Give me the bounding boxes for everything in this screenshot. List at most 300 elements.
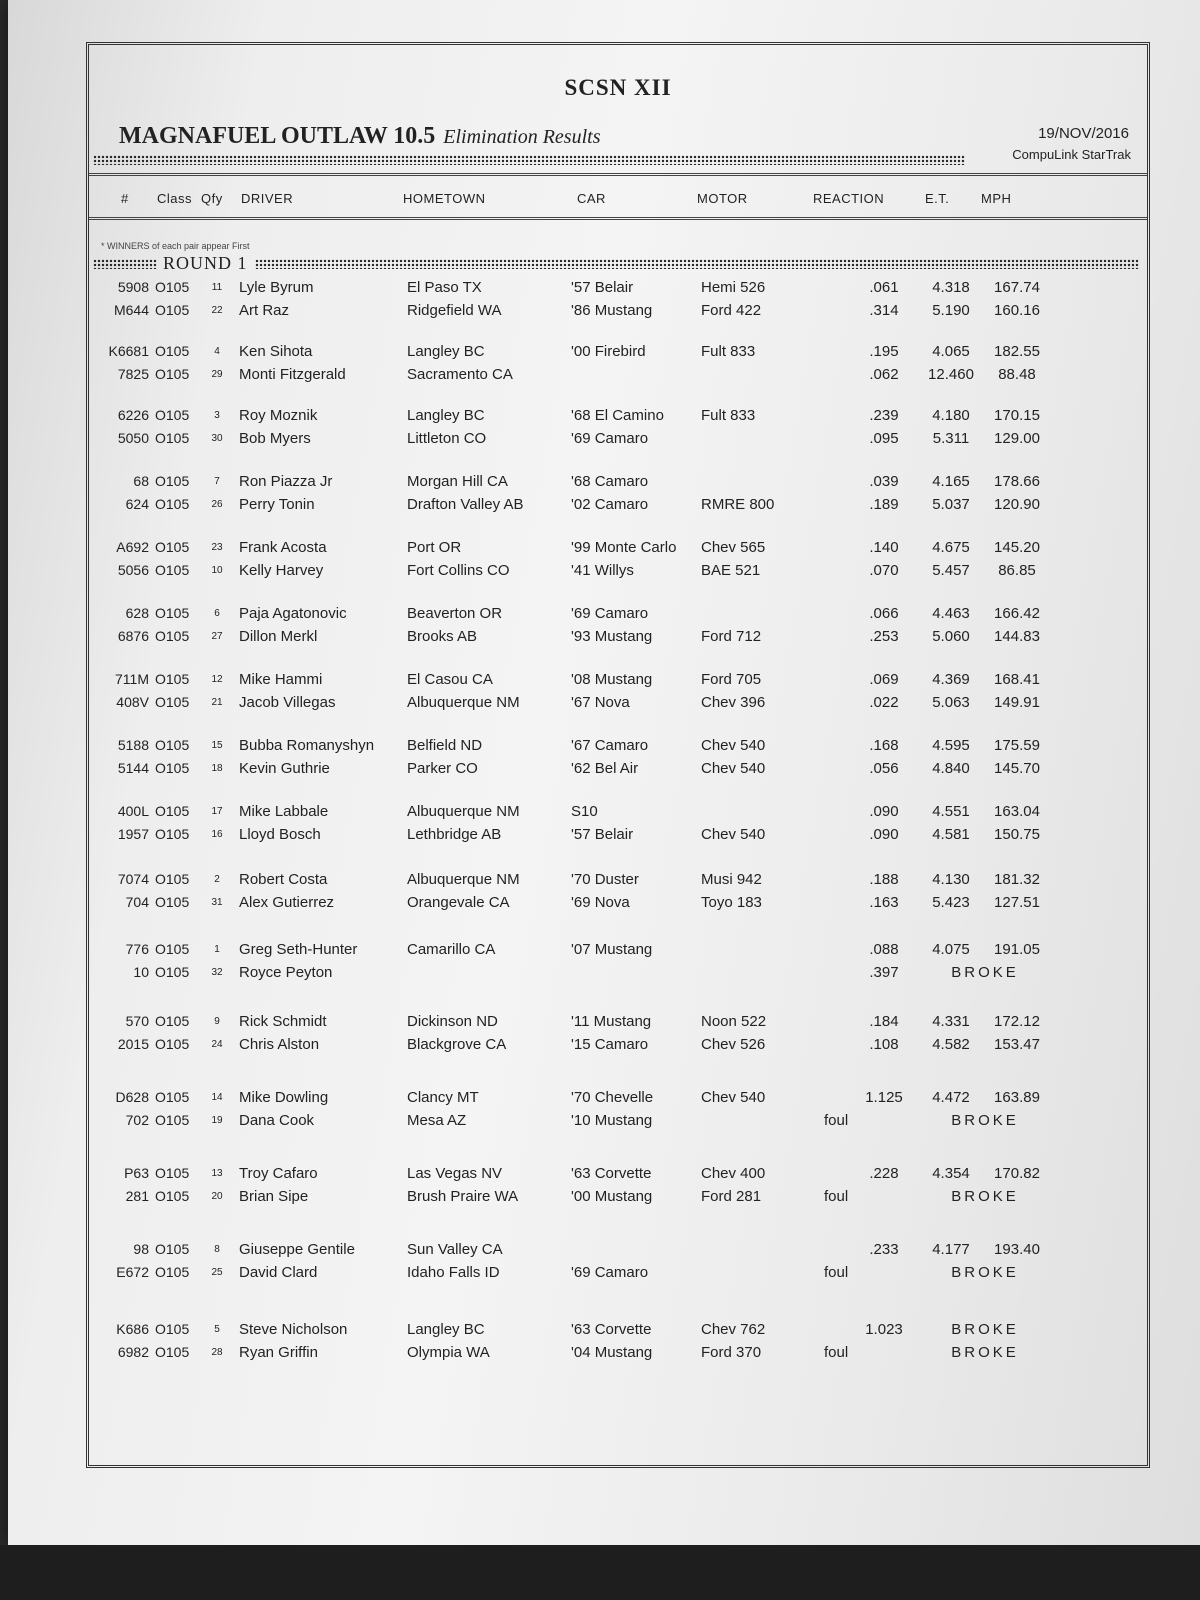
reaction-time: 1.125 <box>865 1089 903 1106</box>
top-speed: 145.20 <box>994 539 1040 556</box>
top-speed: 150.75 <box>994 826 1040 843</box>
winner-row <box>89 1089 1147 1111</box>
motor: Chev 565 <box>701 539 766 556</box>
top-speed: 129.00 <box>994 430 1040 447</box>
top-speed: 144.83 <box>994 628 1040 645</box>
elapsed-time: 4.369 <box>932 671 970 688</box>
car-number: 400L <box>117 803 149 819</box>
col-header-class: Class <box>157 191 193 206</box>
motor: Musi 942 <box>701 871 762 888</box>
winner-row <box>89 803 1147 825</box>
qualifying-position: 21 <box>211 697 223 708</box>
driver-name: Troy Cafaro <box>239 1165 318 1182</box>
class-code: O105 <box>155 694 190 710</box>
winner-row <box>89 279 1147 301</box>
car-model: '00 Firebird <box>571 343 646 360</box>
broke-indicator: BROKE <box>951 964 1019 981</box>
car-model: S10 <box>571 803 598 820</box>
class-code: O105 <box>155 279 190 295</box>
race-pair <box>89 605 1147 653</box>
driver-name: Lyle Byrum <box>239 279 314 296</box>
car-number: 7074 <box>117 871 149 887</box>
hometown: Dickinson ND <box>407 1013 498 1030</box>
event-title: SCSN XII <box>564 75 672 100</box>
car-model: '67 Nova <box>571 694 630 711</box>
motor: Chev 540 <box>701 826 766 843</box>
qualifying-position: 1 <box>214 944 220 955</box>
qualifying-position: 20 <box>211 1191 223 1202</box>
top-speed: 168.41 <box>994 671 1040 688</box>
hometown: Orangevale CA <box>407 894 510 911</box>
hometown: Blackgrove CA <box>407 1036 507 1053</box>
reaction-time: .188 <box>869 871 899 888</box>
winner-row <box>89 605 1147 627</box>
driver-name: Monti Fitzgerald <box>239 366 346 383</box>
class-code: O105 <box>155 737 190 753</box>
header-rule-bottom <box>89 217 1147 220</box>
hometown: Belfield ND <box>407 737 483 754</box>
class-code: O105 <box>155 628 190 644</box>
car-model: '67 Camaro <box>571 737 649 754</box>
driver-name: Perry Tonin <box>239 496 315 513</box>
winner-row <box>89 343 1147 365</box>
elapsed-time: 12.460 <box>928 366 974 383</box>
qualifying-position: 14 <box>211 1092 223 1103</box>
reaction-time: .163 <box>869 894 899 911</box>
hometown: Port OR <box>407 539 462 556</box>
reaction-time: .189 <box>869 496 899 513</box>
car-model: '69 Camaro <box>571 605 649 622</box>
car-model: '69 Nova <box>571 894 630 911</box>
hometown: Las Vegas NV <box>407 1165 503 1182</box>
race-pair <box>89 343 1147 391</box>
reaction-time: .062 <box>869 366 899 383</box>
event-date: 19/NOV/2016 <box>1038 125 1129 142</box>
top-speed: 145.70 <box>994 760 1040 777</box>
class-code: O105 <box>155 1036 190 1052</box>
elapsed-time: 4.318 <box>932 279 970 296</box>
class-code: O105 <box>155 539 190 555</box>
driver-name: Robert Costa <box>239 871 328 888</box>
class-code: O105 <box>155 1112 190 1128</box>
runner-up-row <box>89 1036 1147 1058</box>
reaction-time: .195 <box>869 343 899 360</box>
hometown: Drafton Valley AB <box>407 496 524 513</box>
motor: Ford 422 <box>701 302 762 319</box>
driver-name: Art Raz <box>239 302 290 319</box>
elapsed-time: 5.063 <box>932 694 970 711</box>
elapsed-time: 5.457 <box>932 562 970 579</box>
race-pair <box>89 941 1147 989</box>
class-code: O105 <box>155 562 190 578</box>
car-model: '69 Camaro <box>571 1264 649 1281</box>
car-number: 6982 <box>117 1344 149 1360</box>
car-number: 776 <box>125 941 149 957</box>
hometown: Langley BC <box>407 343 485 360</box>
qualifying-position: 15 <box>211 740 223 751</box>
hometown: El Casou CA <box>407 671 493 688</box>
elapsed-time: 4.840 <box>932 760 970 777</box>
car-number: 711M <box>115 671 149 687</box>
car-number: K686 <box>116 1321 149 1337</box>
hometown: Camarillo CA <box>407 941 496 958</box>
col-header-driver: DRIVER <box>241 191 294 206</box>
reaction-time: .069 <box>869 671 899 688</box>
runner-up-row <box>89 964 1147 986</box>
driver-name: Roy Moznik <box>239 407 318 424</box>
top-speed: 120.90 <box>994 496 1040 513</box>
reaction-time: .066 <box>869 605 899 622</box>
dotted-divider-round-left <box>93 259 157 269</box>
driver-name: Dillon Merkl <box>239 628 318 645</box>
car-model: '62 Bel Air <box>571 760 639 777</box>
hometown: Littleton CO <box>407 430 487 447</box>
qualifying-position: 19 <box>211 1115 223 1126</box>
winner-row <box>89 871 1147 893</box>
car-number: 5188 <box>117 737 149 753</box>
reaction-time: .184 <box>869 1013 899 1030</box>
hometown: Brush Praire WA <box>407 1188 519 1205</box>
elapsed-time: 5.060 <box>932 628 970 645</box>
reaction-time: .228 <box>869 1165 899 1182</box>
elapsed-time: 5.037 <box>932 496 970 513</box>
class-code: O105 <box>155 964 190 980</box>
runner-up-row <box>89 302 1147 324</box>
race-pair <box>89 1321 1147 1369</box>
class-code: O105 <box>155 1188 190 1204</box>
qualifying-position: 6 <box>214 608 220 619</box>
driver-name: Kelly Harvey <box>239 562 324 579</box>
qualifying-position: 31 <box>211 897 223 908</box>
class-code: O105 <box>155 496 190 512</box>
qualifying-position: 3 <box>214 410 220 421</box>
car-number: 2015 <box>117 1036 149 1052</box>
runner-up-row <box>89 562 1147 584</box>
col-header-car: CAR <box>577 191 606 206</box>
car-model: '02 Camaro <box>571 496 649 513</box>
hometown: Fort Collins CO <box>407 562 510 579</box>
driver-name: Steve Nicholson <box>239 1321 348 1338</box>
desk-surface <box>0 1545 1200 1600</box>
car-model: '70 Duster <box>571 871 639 888</box>
car-number: 702 <box>125 1112 149 1128</box>
qualifying-position: 29 <box>211 369 223 380</box>
top-speed: 170.15 <box>994 407 1040 424</box>
runner-up-row <box>89 894 1147 916</box>
car-number: 1957 <box>117 826 149 842</box>
class-code: O105 <box>155 1344 190 1360</box>
driver-name: Mike Hammi <box>239 671 323 688</box>
qualifying-position: 16 <box>211 829 223 840</box>
col-header-qfy: Qfy <box>201 191 223 206</box>
hometown: Langley BC <box>407 407 485 424</box>
col-header-num: # <box>121 191 129 206</box>
qualifying-position: 22 <box>211 305 223 316</box>
hometown: El Paso TX <box>407 279 482 296</box>
elapsed-time: 4.463 <box>932 605 970 622</box>
reaction-time: .253 <box>869 628 899 645</box>
hometown: Beaverton OR <box>407 605 503 622</box>
qualifying-position: 23 <box>211 542 223 553</box>
class-code: O105 <box>155 473 190 489</box>
reaction-time: .070 <box>869 562 899 579</box>
race-pair <box>89 871 1147 919</box>
car-model: '93 Mustang <box>571 628 653 645</box>
winner-row <box>89 671 1147 693</box>
qualifying-position: 9 <box>214 1016 220 1027</box>
winner-row <box>89 473 1147 495</box>
car-number: P63 <box>124 1165 149 1181</box>
car-model: '00 Mustang <box>571 1188 653 1205</box>
car-number: 704 <box>125 894 149 910</box>
elapsed-time: 4.582 <box>932 1036 970 1053</box>
foul-indicator: foul <box>824 1264 849 1281</box>
hometown: Clancy MT <box>407 1089 479 1106</box>
car-model: '11 Mustang <box>571 1013 652 1030</box>
car-model: '07 Mustang <box>571 941 653 958</box>
elapsed-time: 5.423 <box>932 894 970 911</box>
elapsed-time: 4.065 <box>932 343 970 360</box>
top-speed: 163.04 <box>994 803 1040 820</box>
reaction-time: .168 <box>869 737 899 754</box>
winner-row <box>89 1241 1147 1263</box>
motor: Toyo 183 <box>701 894 762 911</box>
car-number: 570 <box>125 1013 149 1029</box>
col-header-et: E.T. <box>925 191 950 206</box>
motor: Fult 833 <box>701 343 756 360</box>
car-model: '68 Camaro <box>571 473 649 490</box>
driver-name: Bob Myers <box>239 430 311 447</box>
broke-indicator: BROKE <box>951 1321 1019 1338</box>
hometown: Albuquerque NM <box>407 694 520 711</box>
motor: Ford 281 <box>701 1188 762 1205</box>
top-speed: 167.74 <box>994 279 1040 296</box>
driver-name: Lloyd Bosch <box>239 826 321 843</box>
runner-up-row <box>89 1264 1147 1286</box>
qualifying-position: 4 <box>214 346 220 357</box>
car-model: '70 Chevelle <box>571 1089 654 1106</box>
car-model: '10 Mustang <box>571 1112 653 1129</box>
qualifying-position: 18 <box>211 763 223 774</box>
driver-name: Alex Gutierrez <box>239 894 335 911</box>
foul-indicator: foul <box>824 1112 849 1129</box>
driver-name: Greg Seth-Hunter <box>239 941 358 958</box>
motor: Fult 833 <box>701 407 756 424</box>
reaction-time: .022 <box>869 694 899 711</box>
class-code: O105 <box>155 407 190 423</box>
paper-sheet <box>8 0 1200 1545</box>
class-code: O105 <box>155 1321 190 1337</box>
round-label: ROUND 1 <box>163 253 248 273</box>
runner-up-row <box>89 430 1147 452</box>
runner-up-row <box>89 628 1147 650</box>
car-model: '68 El Camino <box>571 407 664 424</box>
motor: Chev 540 <box>701 760 766 777</box>
hometown: Morgan Hill CA <box>407 473 508 490</box>
top-speed: 181.32 <box>994 871 1040 888</box>
race-pair <box>89 1241 1147 1289</box>
car-number: 98 <box>133 1241 149 1257</box>
race-pair <box>89 279 1147 327</box>
results-sheet <box>86 42 1150 1468</box>
race-pair <box>89 473 1147 521</box>
motor: Ford 705 <box>701 671 762 688</box>
class-code: O105 <box>155 1089 190 1105</box>
motor: Ford 370 <box>701 1344 762 1361</box>
runner-up-row <box>89 694 1147 716</box>
reaction-time: .090 <box>869 826 899 843</box>
qualifying-position: 13 <box>211 1168 223 1179</box>
qualifying-position: 10 <box>211 565 223 576</box>
car-number: 628 <box>125 605 149 621</box>
car-model: '99 Monte Carlo <box>571 539 677 556</box>
driver-name: Ryan Griffin <box>239 1344 318 1361</box>
top-speed: 163.89 <box>994 1089 1040 1106</box>
header-rule-top <box>89 173 1147 176</box>
top-speed: 149.91 <box>994 694 1040 711</box>
driver-name: Paja Agatonovic <box>239 605 347 622</box>
elapsed-time: 4.472 <box>932 1089 970 1106</box>
elapsed-time: 4.595 <box>932 737 970 754</box>
reaction-time: .090 <box>869 803 899 820</box>
top-speed: 86.85 <box>998 562 1036 579</box>
class-code: O105 <box>155 941 190 957</box>
driver-name: Mike Dowling <box>239 1089 329 1106</box>
motor: Chev 540 <box>701 737 766 754</box>
elapsed-time: 4.075 <box>932 941 970 958</box>
driver-name: David Clard <box>239 1264 318 1281</box>
top-speed: 191.05 <box>994 941 1040 958</box>
car-model: '63 Corvette <box>571 1165 652 1182</box>
reaction-time: .239 <box>869 407 899 424</box>
class-code: O105 <box>155 1241 190 1257</box>
elapsed-time: 5.190 <box>932 302 970 319</box>
driver-name: Jacob Villegas <box>239 694 336 711</box>
top-speed: 172.12 <box>994 1013 1040 1030</box>
car-number: 68 <box>133 473 149 489</box>
broke-indicator: BROKE <box>951 1188 1019 1205</box>
qualifying-position: 24 <box>211 1039 223 1050</box>
qualifying-position: 27 <box>211 631 223 642</box>
hometown: Langley BC <box>407 1321 485 1338</box>
qualifying-position: 8 <box>214 1244 220 1255</box>
class-code: O105 <box>155 430 190 446</box>
top-speed: 193.40 <box>994 1241 1040 1258</box>
car-number: 10 <box>133 964 149 980</box>
driver-name: Mike Labbale <box>239 803 329 820</box>
dotted-divider-round-right <box>255 259 1139 269</box>
winner-row <box>89 1013 1147 1035</box>
winner-row <box>89 539 1147 561</box>
car-model: '08 Mustang <box>571 671 653 688</box>
elapsed-time: 4.551 <box>932 803 970 820</box>
top-speed: 127.51 <box>994 894 1040 911</box>
car-model: '15 Camaro <box>571 1036 649 1053</box>
class-code: O105 <box>155 366 190 382</box>
hometown: Ridgefield WA <box>407 302 502 319</box>
race-pair <box>89 1013 1147 1061</box>
qualifying-position: 7 <box>214 476 220 487</box>
hometown: Olympia WA <box>407 1344 490 1361</box>
qualifying-position: 28 <box>211 1347 223 1358</box>
reaction-time: .039 <box>869 473 899 490</box>
class-code: O105 <box>155 343 190 359</box>
car-number: 7825 <box>117 366 149 382</box>
reaction-time: .397 <box>869 964 899 981</box>
reaction-time: .140 <box>869 539 899 556</box>
class-code: O105 <box>155 826 190 842</box>
qualifying-position: 17 <box>211 806 223 817</box>
car-model: '04 Mustang <box>571 1344 653 1361</box>
hometown: Sun Valley CA <box>407 1241 503 1258</box>
top-speed: 175.59 <box>994 737 1040 754</box>
driver-name: Royce Peyton <box>239 964 333 981</box>
elapsed-time: 4.354 <box>932 1165 970 1182</box>
motor: Chev 400 <box>701 1165 766 1182</box>
motor: Hemi 526 <box>701 279 766 296</box>
top-speed: 170.82 <box>994 1165 1040 1182</box>
class-code: O105 <box>155 1165 190 1181</box>
class-code: O105 <box>155 1013 190 1029</box>
reaction-time: .314 <box>869 302 899 319</box>
winners-note: * WINNERS of each pair appear First <box>101 241 250 251</box>
class-title <box>119 123 600 150</box>
class-code: O105 <box>155 871 190 887</box>
driver-name: Kevin Guthrie <box>239 760 330 777</box>
foul-indicator: foul <box>824 1344 849 1361</box>
driver-name: Ron Piazza Jr <box>239 473 333 490</box>
driver-name: Giuseppe Gentile <box>239 1241 355 1258</box>
qualifying-position: 12 <box>211 674 223 685</box>
car-number: 5144 <box>117 760 149 776</box>
class-name: MAGNAFUEL OUTLAW 10.5 <box>119 123 436 149</box>
car-number: 5056 <box>117 562 149 578</box>
car-number: 6876 <box>117 628 149 644</box>
winner-row <box>89 941 1147 963</box>
broke-indicator: BROKE <box>951 1112 1019 1129</box>
runner-up-row <box>89 496 1147 518</box>
hometown: Brooks AB <box>407 628 478 645</box>
car-model: '57 Belair <box>571 826 634 843</box>
elapsed-time: 4.130 <box>932 871 970 888</box>
qualifying-position: 32 <box>211 967 223 978</box>
class-code: O105 <box>155 760 190 776</box>
motor: Chev 762 <box>701 1321 766 1338</box>
car-model: '69 Camaro <box>571 430 649 447</box>
qualifying-position: 26 <box>211 499 223 510</box>
class-code: O105 <box>155 803 190 819</box>
motor: Chev 526 <box>701 1036 766 1053</box>
driver-name: Ken Sihota <box>239 343 313 360</box>
top-speed: 88.48 <box>998 366 1036 383</box>
race-pair <box>89 1165 1147 1213</box>
driver-name: Chris Alston <box>239 1036 320 1053</box>
car-model: '86 Mustang <box>571 302 653 319</box>
runner-up-row <box>89 366 1147 388</box>
race-pair <box>89 671 1147 719</box>
race-pair <box>89 803 1147 851</box>
runner-up-row <box>89 826 1147 848</box>
class-code: O105 <box>155 605 190 621</box>
dotted-divider-top <box>93 155 965 165</box>
class-subtitle: Elimination Results <box>443 126 601 148</box>
qualifying-position: 2 <box>214 874 220 885</box>
foul-indicator: foul <box>824 1188 849 1205</box>
race-pair <box>89 737 1147 785</box>
class-code: O105 <box>155 894 190 910</box>
reaction-time: .056 <box>869 760 899 777</box>
motor: Chev 540 <box>701 1089 766 1106</box>
